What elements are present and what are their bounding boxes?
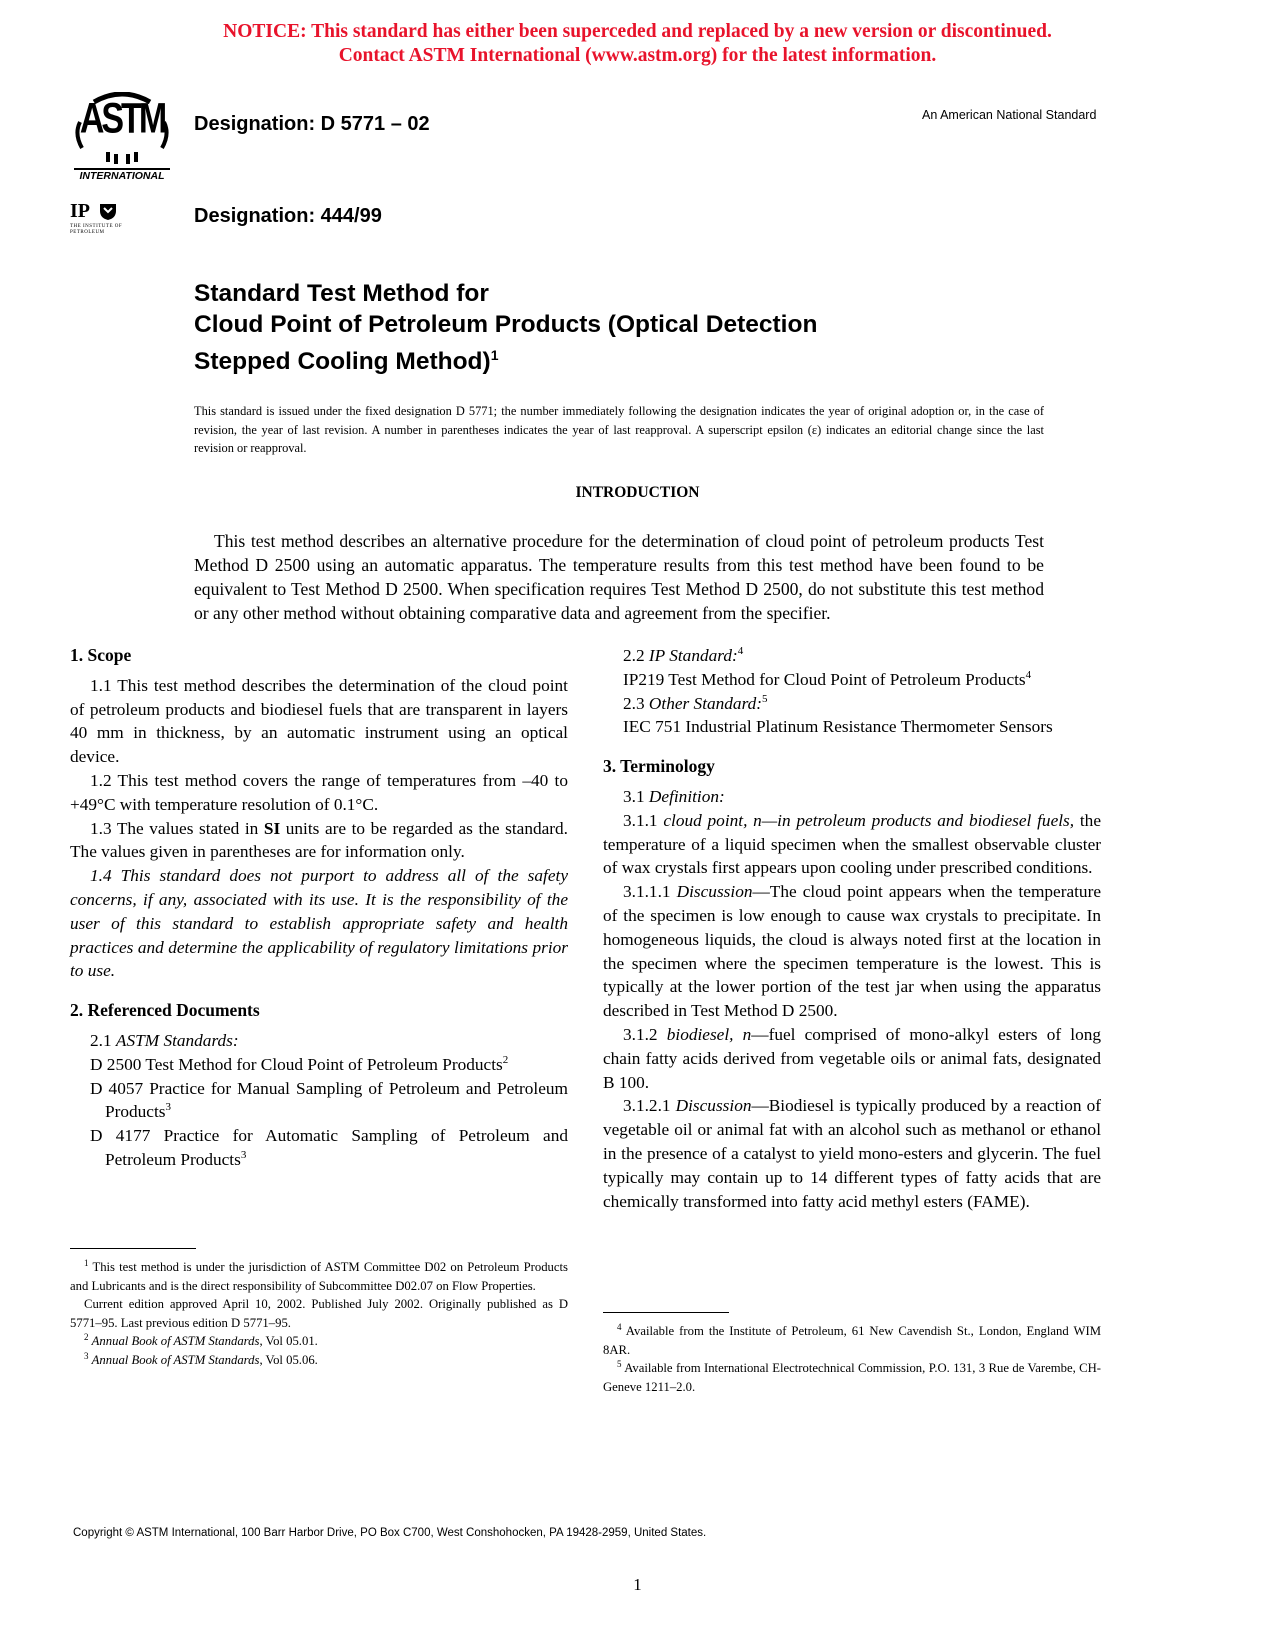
section-1-2: 1.2 This test method covers the range of temperatures from –40 to +49°C with temperature resolution of 0.1°C. <box>70 770 568 814</box>
section-2-1-label: ASTM Standards: <box>115 1030 239 1050</box>
notice-line-1: NOTICE: This standard has either been superceded and replaced by a new version or discontinued. <box>223 21 1052 42</box>
section-3-1-num: 3.1 <box>623 786 649 806</box>
section-3-1-1-1-label: Discussion <box>676 882 753 902</box>
section-3-1-1-num: 3.1.1 <box>623 810 664 830</box>
reference-d2500 <box>90 1053 568 1077</box>
footnote-4 <box>603 1322 1101 1359</box>
section-3-1-1-text: the temperature of a liquid specimen when the smallest observable cluster of wax crystals first appears upon cooling under prescribed conditions. <box>603 810 1101 878</box>
footnote-4-text: Available from the Institute of Petroleum, 61 New Cavendish St., London, England WIM 8AR. <box>603 1324 1101 1357</box>
footnote-2-italic: Annual Book of ASTM Standards <box>91 1334 260 1348</box>
section-2-3 <box>603 692 1101 716</box>
section-1-3-a: 1.3 The values stated in <box>90 818 264 838</box>
notice-banner <box>0 20 1275 68</box>
page-number: 1 <box>633 1575 642 1594</box>
footnotes-right <box>603 1322 1101 1396</box>
section-3-1-1-1-num: 3.1.1.1 <box>623 882 677 902</box>
section-1-3 <box>70 817 568 865</box>
scope-heading: 1. Scope <box>70 645 132 665</box>
american-national-standard: An American National Standard <box>922 108 1097 122</box>
designation-astm: Designation: D 5771 – 02 <box>194 113 430 135</box>
section-3-1-1-1 <box>603 880 1101 1023</box>
section-3-1-1-1-text: —The cloud point appears when the temperature of the specimen is low enough to cause wax crystals to precipitate. In homogeneous liquids, the cloud is always noted first at the location in the specimen where the specimen temperature is the lowest. This is typically at the lower portion of the test jar when using the apparatus described in Test Method D 2500. <box>603 882 1101 1021</box>
left-column <box>70 644 568 1172</box>
section-3-1-2-term: biodiesel, n <box>666 1024 752 1044</box>
footnote-3-sup: 3 <box>84 1350 89 1361</box>
footnote-2 <box>70 1332 568 1351</box>
footnote-3-rest: , Vol 05.06. <box>259 1352 318 1367</box>
section-2-2-label: IP Standard: <box>648 646 738 665</box>
section-1-1: 1.1 This test method describes the determination of the cloud point of petroleum products and biodiesel fuels that are transparent in layers 40 mm in thickness, by an automatic instrument using an optical device. <box>70 675 568 767</box>
section-3-1-2-num: 3.1.2 <box>623 1024 667 1044</box>
introduction-heading: INTRODUCTION <box>575 484 700 501</box>
astm-logo-sub: INTERNATIONAL <box>79 170 165 182</box>
section-2-2-num: 2.2 <box>623 646 649 665</box>
footnote-3-italic: Annual Book of ASTM Standards <box>91 1352 260 1367</box>
title-line-3-text: Stepped Cooling Method) <box>194 348 491 376</box>
section-3-1-2-1-num: 3.1.2.1 <box>623 1096 676 1116</box>
reference-d4057-text: D 4057 Practice for Manual Sampling of Petroleum and Petroleum Products <box>90 1078 568 1122</box>
introduction-text: This test method describes an alternative procedure for the determination of cloud point of petroleum products Test Method D 2500 using an automatic apparatus. The temperature results from this test method have been found to be equivalent to Test Method D 2500. When specification requires Test Method D 2500, do not substitute this test method or any other method without obtaining comparative data and agreement from the specifier. <box>194 531 1044 623</box>
footnote-rule-right <box>603 1312 729 1313</box>
section-2-3-num: 2.3 <box>623 693 649 713</box>
astm-logo <box>70 92 174 182</box>
ip-logo <box>70 200 130 244</box>
document-title <box>194 278 817 377</box>
footnote-5-sup: 5 <box>617 1358 622 1369</box>
footnote-5-text: Available from International Electrotechnical Commission, P.O. 131, 3 Rue de Varembe, CH-Geneve 1211–2.0. <box>603 1361 1101 1394</box>
ip-logo-text: IP <box>70 200 90 222</box>
reference-d4057-sup: 3 <box>165 1101 171 1114</box>
title-line-2: Cloud Point of Petroleum Products (Optical Detection <box>194 311 818 338</box>
section-3-1-2-1 <box>603 1094 1101 1213</box>
section-2-2 <box>603 644 1101 668</box>
reference-d4177-sup: 3 <box>240 1149 247 1162</box>
section-3-1-2 <box>603 1023 1101 1094</box>
referenced-documents-heading: 2. Referenced Documents <box>70 1000 260 1021</box>
reference-d4177 <box>90 1124 568 1172</box>
designation-ip: Designation: 444/99 <box>194 205 382 227</box>
right-column <box>603 644 1101 1213</box>
section-2-1-num: 2.1 <box>90 1030 116 1050</box>
footnote-4-sup: 4 <box>617 1321 622 1332</box>
title-footnote-mark: 1 <box>490 347 499 363</box>
section-3-1-2-text: —fuel comprised of mono-alkyl esters of long chain fatty acids derived from vegetable oils or animal fats, designated B 100. <box>603 1024 1101 1092</box>
section-2-3-sup: 5 <box>762 692 768 705</box>
footnote-2-sup: 2 <box>84 1331 89 1342</box>
title-line-1: Standard Test Method for <box>194 280 489 307</box>
footnote-5 <box>603 1359 1101 1396</box>
reference-d4177-text: D 4177 Practice for Automatic Sampling of Petroleum and Petroleum Products <box>90 1126 568 1169</box>
copyright-line: Copyright © ASTM International, 100 Barr Harbor Drive, PO Box C700, West Conshohocken, PA 19428-2959, United States. <box>73 1527 707 1539</box>
reference-ip219-text: IP219 Test Method for Cloud Point of Petroleum Products <box>623 669 1026 689</box>
reference-ip219-sup: 4 <box>1025 669 1032 682</box>
section-3-1 <box>603 785 1101 809</box>
astm-logo-text: ASTM <box>79 95 165 143</box>
section-1-3-b: units are to be regarded as the standard. The values given in parentheses are for information only. <box>70 818 568 862</box>
reference-iec751: IEC 751 Industrial Platinum Resistance Thermometer Sensors <box>623 717 1053 737</box>
section-2-1 <box>70 1029 568 1053</box>
section-2-3-label: Other Standard: <box>648 693 763 713</box>
footnotes-left <box>70 1258 568 1369</box>
reference-d2500-sup: 2 <box>502 1053 509 1066</box>
section-1-4: 1.4 This standard does not purport to address all of the safety concerns, if any, associated with its use. It is the responsibility of the user of this standard to establish appropriate safety and health practices and determine the applicability of regulatory limitations prior to use. <box>70 866 568 981</box>
section-3-1-2-1-text: —Biodiesel is typically produced by a reaction of vegetable oil or animal fat with an alcohol such as methanol or ethanol in the presence of a catalyst to yield mono-esters and glycerin. The fuel typically may contain up to 14 different types of fatty acids that are chemically transformed into fatty acid methyl esters (FAME). <box>603 1096 1102 1211</box>
section-3-1-2-1-label: Discussion <box>675 1096 752 1116</box>
section-1-3-si: SI <box>263 818 281 838</box>
section-3-1-1 <box>603 809 1101 880</box>
footnote-1-sup: 1 <box>84 1257 89 1268</box>
reference-d4057 <box>90 1077 568 1125</box>
section-2-2-sup: 4 <box>737 645 744 658</box>
footnote-rule-left <box>70 1248 196 1249</box>
footnote-3 <box>70 1351 568 1370</box>
ip-shield-icon <box>99 203 117 221</box>
reference-d2500-text: D 2500 Test Method for Cloud Point of Petroleum Products <box>90 1054 503 1074</box>
footnote-1-text: This test method is under the jurisdiction of ASTM Committee D02 on Petroleum Products and Lubricants and is the direct responsibility of Subcommittee D02.07 on Flow Properties. <box>70 1260 568 1293</box>
notice-line-2: Contact ASTM International (www.astm.org) for the latest information. <box>338 45 937 66</box>
section-3-1-1-term: cloud point, n—in petroleum products and biodiesel fuels, <box>663 810 1075 830</box>
terminology-heading: 3. Terminology <box>603 756 715 777</box>
issued-note: This standard is issued under the fixed designation D 5771; the number immediately following the designation indicates the year of original adoption or, in the case of revision, the year of last revision. A number in parentheses indicates the year of last reapproval. A superscript epsilon (ε) indicates an editorial change since the last revision or reapproval. <box>194 404 1044 455</box>
reference-ip219 <box>623 668 1101 692</box>
section-3-1-label: Definition: <box>648 786 725 806</box>
title-line-3 <box>194 340 817 377</box>
footnote-1b: Current edition approved April 10, 2002. Published July 2002. Originally published as D 5771–95. Last previous edition D 5771–95. <box>70 1297 568 1330</box>
footnote-1 <box>70 1258 568 1295</box>
footnote-2-rest: , Vol 05.01. <box>259 1334 318 1348</box>
ip-logo-sub: THE INSTITUTE OF PETROLEUM <box>70 224 123 235</box>
